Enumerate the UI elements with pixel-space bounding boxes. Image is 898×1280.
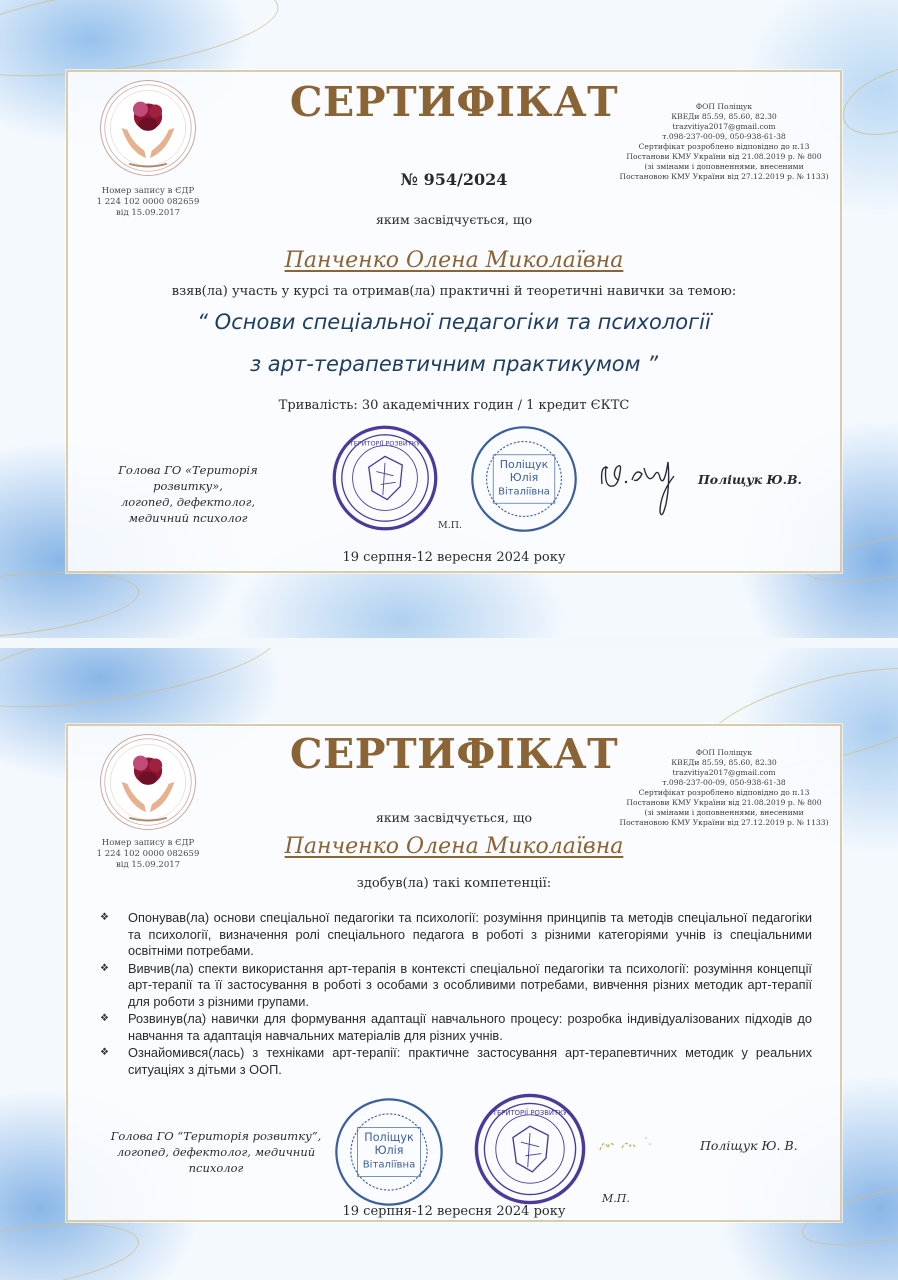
organization-stamp <box>330 424 440 532</box>
stamp-place-mark: М.П. <box>438 520 463 531</box>
svg-text:Віталіївна: Віталіївна <box>498 486 550 498</box>
edr-label: Номер запису в ЄДР <box>101 186 195 196</box>
competency-text: Ознайомився(лась) з техніками арт-терапії: практичне застосування арт-терапевтичних методик у реальних ситуаціях з дітьми з ООП. <box>128 1045 812 1077</box>
svg-text:Поліщук: Поліщук <box>364 1130 414 1144</box>
svg-text:Віталіївна: Віталіївна <box>362 1159 416 1171</box>
signer-role <box>96 1128 336 1176</box>
certificate-2 <box>0 648 898 1280</box>
stamp-text: Поліщук <box>499 458 549 471</box>
competencies-list <box>98 910 812 1079</box>
org-info-line: Сертифікат розроблено відповідно до п.13 <box>638 142 810 151</box>
edr-label: Номер запису в ЄДР <box>101 838 195 848</box>
personal-stamp-icon <box>332 1096 446 1208</box>
participation-text: взяв(ла) участь у курсі та отримав(ла) практичні й теоретичні навички за темою: <box>171 284 737 299</box>
organization-stamp <box>472 1092 588 1206</box>
org-info-phone: т.098-237-00-09, 050-938-61-38 <box>662 778 786 787</box>
certificate-title: СЕРТИФІКАТ <box>289 730 619 778</box>
course-topic-line2: з арт-терапевтичним практикумом ” <box>249 352 659 376</box>
role-line: Голова ГО «Територія розвитку», <box>118 463 258 493</box>
svg-text:«ТЕРИТОРІЇ РОЗВИТКУ»: «ТЕРИТОРІЇ РОЗВИТКУ» <box>345 439 425 448</box>
handwritten-signature-icon <box>596 1132 666 1158</box>
org-stamp-icon <box>472 1092 588 1206</box>
org-info-line: КВЕДи 85.59, 85.60, 82.30 <box>671 112 777 121</box>
competency-text: Опонував(ла) основи спеціальної педагогіки та психології: розуміння принципів та методів спеціальної педагогіки та психології, визначення ролі спеціального педагога в роботі з різними категоріями учнів із спеціальними освітніми потребами. <box>128 910 812 958</box>
org-info-line: Постанови КМУ України від 21.08.2019 р. № 800 <box>626 152 822 161</box>
diamond-bullet-icon: ❖ <box>100 912 109 923</box>
edr-number: 1 224 102 0000 082659 <box>96 849 200 859</box>
org-info-email: trazvitiya2017@gmail.com <box>672 122 776 131</box>
competency-item <box>98 910 812 960</box>
svg-text:Юлія: Юлія <box>374 1144 404 1158</box>
signer-name: Поліщук Ю.В. <box>698 472 802 487</box>
personal-stamp-icon <box>468 424 580 534</box>
decor-swirl <box>0 562 142 638</box>
org-info-phone: т.098-237-00-09, 050-938-61-38 <box>662 132 786 141</box>
role-line: психолог <box>188 1161 244 1175</box>
course-duration: Тривалість: 30 академічних годин / 1 кредит ЄКТС <box>278 398 630 413</box>
course-dates: 19 серпня-12 вересня 2024 року <box>342 1204 566 1219</box>
signer-name: Поліщук Ю. В. <box>700 1138 798 1153</box>
role-line: логопед, дефектолог, <box>120 495 256 509</box>
signature <box>598 454 694 524</box>
competency-text: Розвинув(ла) навички для формування адаптації навчального процесу: розробка індивідуалізованих підходів до навчання та адаптація навчальних матеріалів для різних учнів. <box>128 1011 812 1043</box>
certificate-1 <box>0 0 898 638</box>
diamond-bullet-icon: ❖ <box>100 962 109 974</box>
edr-number: 1 224 102 0000 082659 <box>96 197 200 207</box>
signature <box>596 1132 666 1158</box>
certificate-panel <box>66 70 842 573</box>
org-info-line: Постановою КМУ України від 27.12.2019 р. № 1133) <box>619 172 829 181</box>
role-line: логопед, дефектолог, медичний <box>116 1145 316 1159</box>
recipient-name: Панченко Олена Миколаївна <box>284 248 624 273</box>
course-topic-line1: “ Основи спеціальної педагогіки та психології <box>197 310 711 334</box>
org-info-line: КВЕДи 85.59, 85.60, 82.30 <box>671 758 777 767</box>
org-info-line: (зі змінами і доповненнями, внесеними <box>644 808 804 817</box>
handwritten-signature-icon <box>598 454 694 524</box>
certificate-number: № 954/2024 <box>400 170 508 189</box>
certifies-text: яким засвідчується, що <box>375 810 533 825</box>
stamp-place-mark: М.П. <box>602 1192 630 1205</box>
edr-date: від 15.09.2017 <box>115 208 181 218</box>
recipient-name-wrap <box>68 248 840 273</box>
decor-swirl <box>0 648 284 725</box>
recipient-name-wrap <box>68 834 840 859</box>
competency-text: Вивчив(ла) спекти використання арт-терапія в контексті спеціальної педагогіки та психології: розуміння концепції арт-терапії та її застосування в роботі з особами з особливими потребами, вивчення різних методик арт-терапії для роботи з різними групами. <box>128 960 812 1009</box>
certificate-title: СЕРТИФІКАТ <box>289 78 619 126</box>
org-stamp-icon <box>330 424 440 532</box>
role-line: медичний психолог <box>128 511 248 525</box>
edr-date: від 15.09.2017 <box>115 860 181 870</box>
course-dates: 19 серпня-12 вересня 2024 року <box>342 550 566 565</box>
org-info-line: Постановою КМУ України від 27.12.2019 р. № 1133) <box>619 818 829 827</box>
org-info-line: Сертифікат розроблено відповідно до п.13 <box>638 788 810 797</box>
org-info-line: (зі змінами і доповненнями, внесеними <box>644 162 804 171</box>
personal-stamp <box>468 424 580 534</box>
role-line: Голова ГО “Територія розвитку”, <box>110 1129 322 1143</box>
competency-item <box>98 1011 812 1044</box>
org-info-line: ФОП Поліщук <box>695 748 753 757</box>
svg-text:«ТЕРИТОРІЇ РОЗВИТКУ»: «ТЕРИТОРІЇ РОЗВИТКУ» <box>488 1108 572 1117</box>
org-info-line: Постанови КМУ України від 21.08.2019 р. № 800 <box>626 798 822 807</box>
org-info-line: ФОП Поліщук <box>695 102 753 111</box>
competency-item <box>98 1045 812 1078</box>
diamond-bullet-icon: ❖ <box>100 1047 109 1058</box>
competency-item <box>98 961 812 1011</box>
decor-swirl <box>833 51 898 148</box>
org-info-email: trazvitiya2017@gmail.com <box>672 768 776 777</box>
competencies-intro: здобув(ла) такі компетенції: <box>356 876 552 891</box>
svg-text:Юлія: Юлія <box>509 471 539 485</box>
recipient-name: Панченко Олена Миколаївна <box>284 834 624 859</box>
signer-role <box>88 462 288 526</box>
personal-stamp <box>332 1096 446 1208</box>
certifies-text: яким засвідчується, що <box>375 212 533 227</box>
diamond-bullet-icon: ❖ <box>100 1013 109 1024</box>
certificate-panel <box>66 724 842 1222</box>
